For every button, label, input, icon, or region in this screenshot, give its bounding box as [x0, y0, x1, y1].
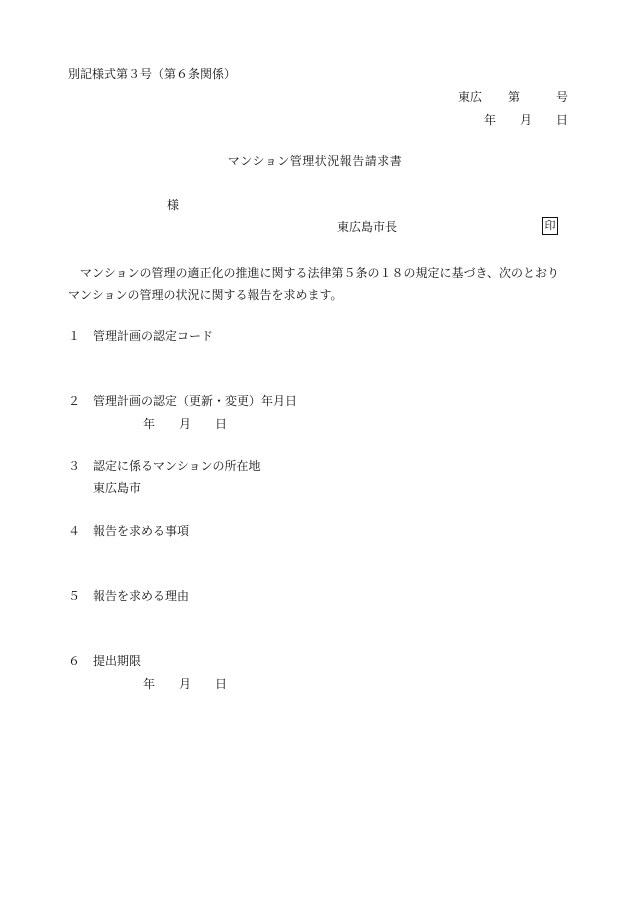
item-4-number: ４	[68, 524, 81, 538]
item-6-year: 年	[143, 677, 156, 691]
item-2-day: 日	[215, 417, 228, 431]
item-5-number: ５	[68, 589, 81, 603]
ref-prefix: 東広	[458, 90, 483, 104]
item-6-date	[143, 675, 253, 691]
request-body-text: マンションの管理の適正化の推進に関する法律第５条の１８の規定に基づき、次のとおりマンションの管理の状況に関する報告を求めます。	[68, 266, 559, 302]
item-2-month: 月	[179, 417, 192, 431]
item-6-label: 提出期限	[93, 654, 142, 668]
item-2-number: ２	[68, 394, 81, 408]
addressee: 様	[167, 198, 180, 212]
document-title: マンション管理状況報告請求書	[227, 154, 403, 168]
ref-mid: 第	[508, 90, 521, 104]
issue-year: 年	[484, 113, 497, 127]
item-3-number: ３	[68, 459, 81, 473]
item-5-label: 報告を求める理由	[93, 589, 190, 603]
item-6-month: 月	[179, 677, 192, 691]
form-label: 別記様式第３号（第６条関係）	[68, 67, 237, 81]
item-6-day: 日	[215, 677, 228, 691]
item-6-number: ６	[68, 654, 81, 668]
item-2-year: 年	[143, 417, 156, 431]
item-4-label: 報告を求める事項	[93, 524, 190, 538]
item-2-label: 管理計画の認定（更新・変更）年月日	[93, 394, 298, 408]
seal-mark: 印	[542, 217, 558, 235]
ref-suffix: 号	[556, 90, 569, 104]
issue-date	[484, 111, 594, 127]
item-3-value: 東広島市	[93, 481, 142, 495]
issue-day: 日	[556, 113, 569, 127]
issuer-name: 東広島市長	[337, 220, 398, 234]
issue-month: 月	[520, 113, 533, 127]
item-3-label: 認定に係るマンションの所在地	[93, 459, 261, 473]
item-1-number: １	[68, 329, 81, 343]
item-2-date	[143, 415, 253, 431]
item-1-label: 管理計画の認定コード	[93, 329, 214, 343]
